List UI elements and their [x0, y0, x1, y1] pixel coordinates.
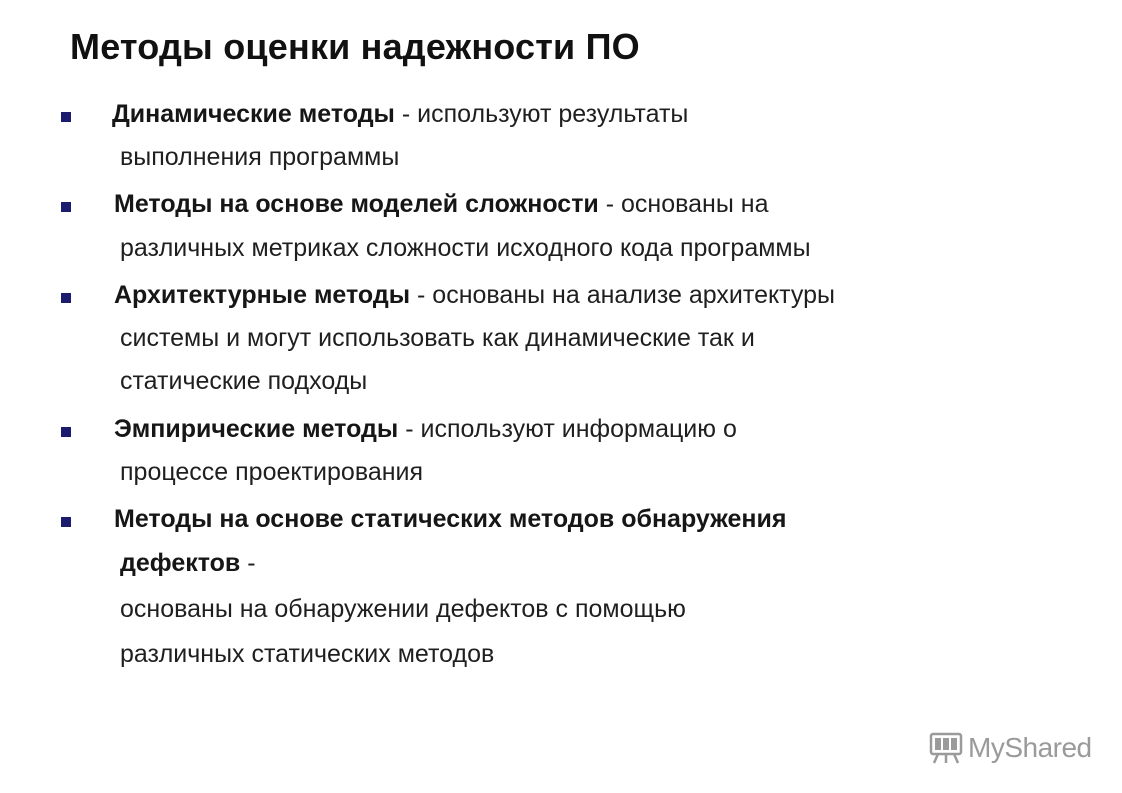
- item-continuation-line: системы и могут использовать как динамические так и: [120, 324, 755, 352]
- item-term: дефектов: [120, 549, 241, 577]
- item-first-line: [112, 99, 688, 129]
- bullet-square-icon: [61, 427, 71, 437]
- watermark: [928, 730, 1092, 766]
- item-first-line: [114, 414, 737, 444]
- item-continuation-line: различных статических методов: [120, 640, 495, 668]
- item-term: Архитектурные методы: [114, 281, 411, 309]
- item-continuation-line: различных метриках сложности исходного кода программы: [120, 234, 811, 262]
- myshared-logo-icon: [928, 731, 964, 765]
- item-term: Методы на основе моделей сложности: [114, 190, 599, 218]
- item-first-line: [114, 189, 768, 219]
- item-continuation-line: процессе проектирования: [120, 458, 424, 486]
- item-description: - основаны на анализе архитектуры: [410, 281, 836, 309]
- bullet-square-icon: [61, 293, 71, 303]
- slide-title: Методы оценки надежности ПО: [70, 26, 640, 67]
- item-term-second-line: [120, 548, 256, 578]
- item-description: -: [240, 549, 256, 577]
- item-term: Эмпирические методы: [114, 415, 399, 443]
- item-continuation-line: статические подходы: [120, 367, 368, 395]
- item-description: - используют информацию о: [398, 415, 737, 443]
- item-first-line: [114, 280, 835, 310]
- item-first-line: [114, 504, 786, 534]
- watermark-text: MyShared: [968, 732, 1092, 763]
- item-description: - основаны на: [598, 190, 769, 218]
- item-continuation-line: основаны на обнаружении дефектов с помощью: [120, 595, 686, 623]
- bullet-square-icon: [61, 517, 71, 527]
- bullet-square-icon: [61, 112, 71, 122]
- item-term: Динамические методы: [112, 100, 395, 128]
- item-continuation-line: выполнения программы: [120, 143, 400, 171]
- item-term: Методы на основе статических методов обнаружения: [114, 505, 787, 533]
- item-description: - используют результаты: [394, 100, 689, 128]
- bullet-square-icon: [61, 202, 71, 212]
